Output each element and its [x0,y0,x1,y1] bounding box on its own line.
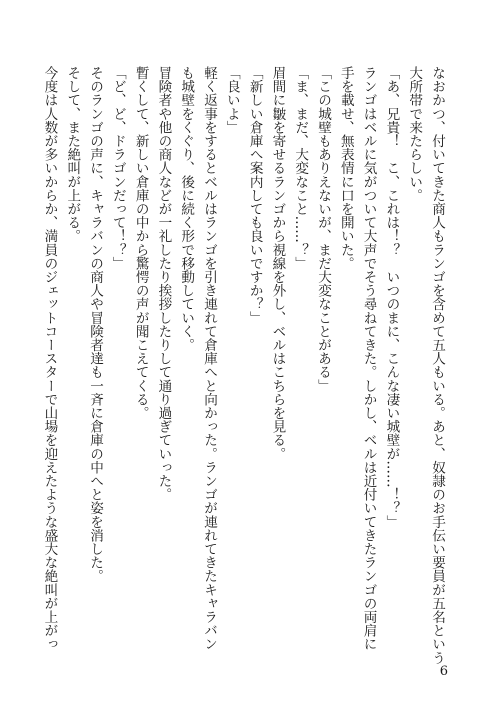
vertical-body-text [41,66,448,665]
text-line: 「この城壁もありえないが、まだ大変なことがある」 [315,66,332,393]
text-line: 今度は人数が多いからか、満員のジェットコースターで山場を迎えたような盛大な絶叫が上がっ [41,66,58,651]
text-line: 大所帯で来たらしい。 [406,66,423,202]
text-line: 「あ、兄貴！ こ、これは！？ いつのまに、こんな凄い城壁が……！？」 [383,66,400,529]
text-line: 軽く返事をするとベルはランゴを引き連れて倉庫へと向かった。ランゴが連れてきたキャラバン [201,66,218,651]
text-line: も城壁をくぐり、後に続く形で移動していく。 [178,66,195,352]
text-line: 冒険者や他の商人などが一礼したり挨拶したりして通り過ぎていった。 [155,66,172,502]
text-line: ランゴはベルに気がついて大声でそう尋ねてきた。しかし、ベルは近付いてきたランゴの両肩に [360,66,377,651]
text-line: 「新しい倉庫へ案内しても良いですか？」 [246,66,263,325]
text-line: 「ど、ど、ドラゴンだって！？」 [109,66,126,270]
text-line: 「ま、まだ、大変なこと……？」 [292,66,309,270]
text-line: なおかつ、付いてきた商人もランゴを含めて五人もいる。あと、奴隷のお手伝い要員が五名という [429,66,445,665]
text-line: そして、また絶叫が上がる。 [64,66,81,243]
text-line: 「良いよ」 [223,66,240,134]
text-line: そのランゴの声に、キャラバンの商人や冒険者達も一斉に倉庫の中へと姿を消した。 [87,66,104,583]
text-line: 手を載せ、無表情に口を開いた。 [337,66,354,270]
text-line: 眉間に皺を寄せるランゴから視線を外し、ベルはこちらを見る。 [269,66,286,461]
text-line: 暫くして、新しい倉庫の中から驚愕の声が聞こえてくる。 [132,66,149,420]
page-number: 6 [439,664,448,679]
